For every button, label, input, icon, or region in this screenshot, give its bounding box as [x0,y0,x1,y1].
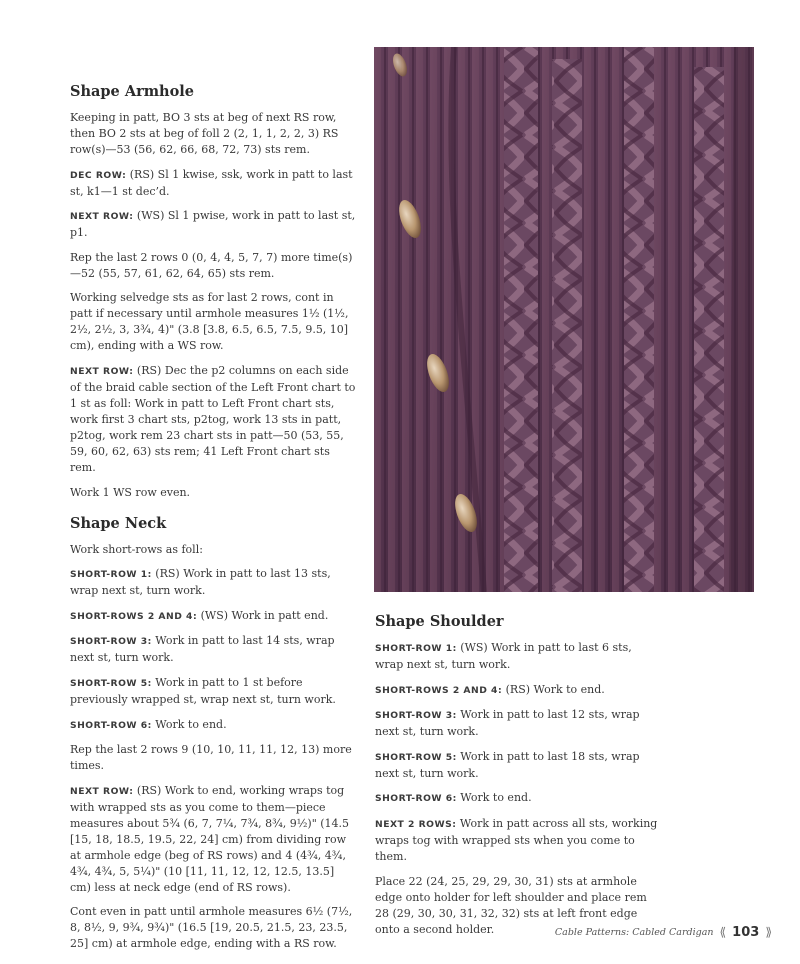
neck-short-rows-2-4: SHORT-ROWS 2 AND 4: (WS) Work in patt end. [70,608,329,622]
neck-short-row-5: SHORT-ROW 5: Work in patt to 1 st before previously wrapped st, wrap next st, turn work. [70,675,336,706]
shape-shoulder-heading: Shape Shoulder [375,613,504,630]
shoulder-short-row-6: SHORT-ROW 6: Work to end. [375,791,532,805]
short-row-label: SHORT-ROW 1: [70,569,152,581]
armhole-dec-row: DEC ROW: (RS) Sl 1 kwise, ssk, work in patt to last st, k1—1 st dec’d. [70,167,353,198]
neck-cont-even: Cont even in patt until armhole measures 6½ (7½, 8, 8½, 9, 9¾, 9¾)" (16.5 [19, 20.5, 21.5, 23, 23.5, 25] cm) at armhole edge, ending with a RS row. [70,905,353,951]
shoulder-short-row-3: SHORT-ROW 3: Work in patt to last 12 sts, wrap next st, turn work. [375,708,640,739]
cardigan-cable-photo [374,47,754,592]
neck-intro: Work short-rows as foll: [70,542,203,556]
armhole-next-row-2: NEXT ROW: (RS) Dec the p2 columns on each side of the braid cable section of the Left Front chart to 1 st as foll: Work in patt to Left Front chart sts, work first 3 chart sts, p2tog, work 13 sts in patt, p2tog, work rem 23 chart sts in patt—50 (53, 55, 59, 60, 62, 63) sts rem; 41 Left Front chart sts rem. [70,363,356,474]
shoulder-short-row-1: SHORT-ROW 1: (WS) Work in patt to last 6 sts, wrap next st, turn work. [375,641,632,671]
ornament-left-icon: ⟪ [719,925,727,939]
ornament-right-icon: ⟫ [765,925,772,939]
short-row-label: SHORT-ROW 3: [375,710,457,722]
neck-next-row: NEXT ROW: (RS) Work to end, working wraps tog with wrapped sts as you come to them—piece measures about 5¾ (6, 7, 7¼, 7¾, 8¾, 9½)" (14.5 [15, 18, 18.5, 19.5, 22, 24] cm) from dividing row at armhole edge (beg of RS rows) and 4 (4¾, 4¾, 4¾, 4¾, 5, 5¼)" (10 [11, 11, 12, 12, 12.5, 13.5] cm) less at neck edge (end of RS rows). [70,783,350,894]
armhole-repeat: Rep the last 2 rows 0 (0, 4, 4, 5, 7, 7) more time(s)—52 (55, 57, 61, 62, 64, 65) sts rem. [70,250,353,280]
short-row-label: SHORT-ROW 5: [70,677,152,689]
running-title: Cable Patterns: Cabled Cardigan [554,926,714,938]
shoulder-short-row-5: SHORT-ROW 5: Work in patt to last 18 sts, wrap next st, turn work. [375,749,640,780]
shape-armhole-heading: Shape Armhole [70,83,195,100]
shape-neck-heading: Shape Neck [70,514,167,532]
shoulder-short-rows-2-4: SHORT-ROWS 2 AND 4: (RS) Work to end. [375,682,605,696]
neck-short-row-3: SHORT-ROW 3: Work in patt to last 14 sts, wrap next st, turn work. [70,634,335,665]
neck-short-row-1: SHORT-ROW 1: (RS) Work in patt to last 13 sts, wrap next st, turn work. [70,567,331,598]
short-row-label: SHORT-ROWS 2 AND 4: [375,684,503,696]
page-number: 103 [732,924,760,940]
right-column [375,612,660,946]
short-row-label: SHORT-ROW 1: [375,643,457,654]
next-row-label: NEXT ROW: [70,211,134,223]
short-row-label: SHORT-ROW 5: [375,751,457,763]
armhole-next-row: NEXT ROW: (WS) Sl 1 pwise, work in patt to last st, p1. [70,209,356,240]
shoulder-holder: Place 22 (24, 25, 29, 29, 30, 31) sts at armhole edge onto holder for left shoulder and place rem 28 (29, 30, 30, 31, 32, 32) sts at left front edge onto a second holder. [375,874,647,936]
next-row-label: NEXT ROW: [70,785,134,797]
next-row-label: NEXT ROW: [70,365,134,377]
short-row-label: SHORT-ROW 6: [70,719,152,731]
armhole-paragraph: Keeping in patt, BO 3 sts at beg of next RS row, then BO 2 sts at beg of foll 2 (2, 1, 1, 2, 2, 3) RS row(s)—53 (56, 62, 66, 68, 72, 73) sts rem. [70,111,339,156]
page-footer [555,922,772,942]
neck-repeat: Rep the last 2 rows 9 (10, 10, 11, 11, 12, 13) more times. [70,743,352,773]
short-row-label: SHORT-ROWS 2 AND 4: [70,610,198,622]
short-row-label: SHORT-ROW 6: [375,793,457,805]
neck-short-row-6: SHORT-ROW 6: Work to end. [70,717,227,731]
knit-texture-image [374,47,754,592]
short-row-label: SHORT-ROW 3: [70,636,152,648]
shoulder-next-2-rows: NEXT 2 ROWS: Work in patt across all sts, working wraps tog with wrapped sts when you come to them. [375,816,658,863]
dec-row-label: DEC ROW: [70,169,127,181]
next-rows-label: NEXT 2 ROWS: [375,818,457,830]
left-column [70,82,356,961]
armhole-ws-row: Work 1 WS row even. [70,485,191,499]
armhole-selvedge: Working selvedge sts as for last 2 rows, cont in patt if necessary until armhole measures 1½ (1½, 2½, 2½, 3, 3¾, 4)" (3.8 [3.8, 6.5, 6.5, 7.5, 9.5, 10] cm), ending with a WS row. [70,291,349,353]
